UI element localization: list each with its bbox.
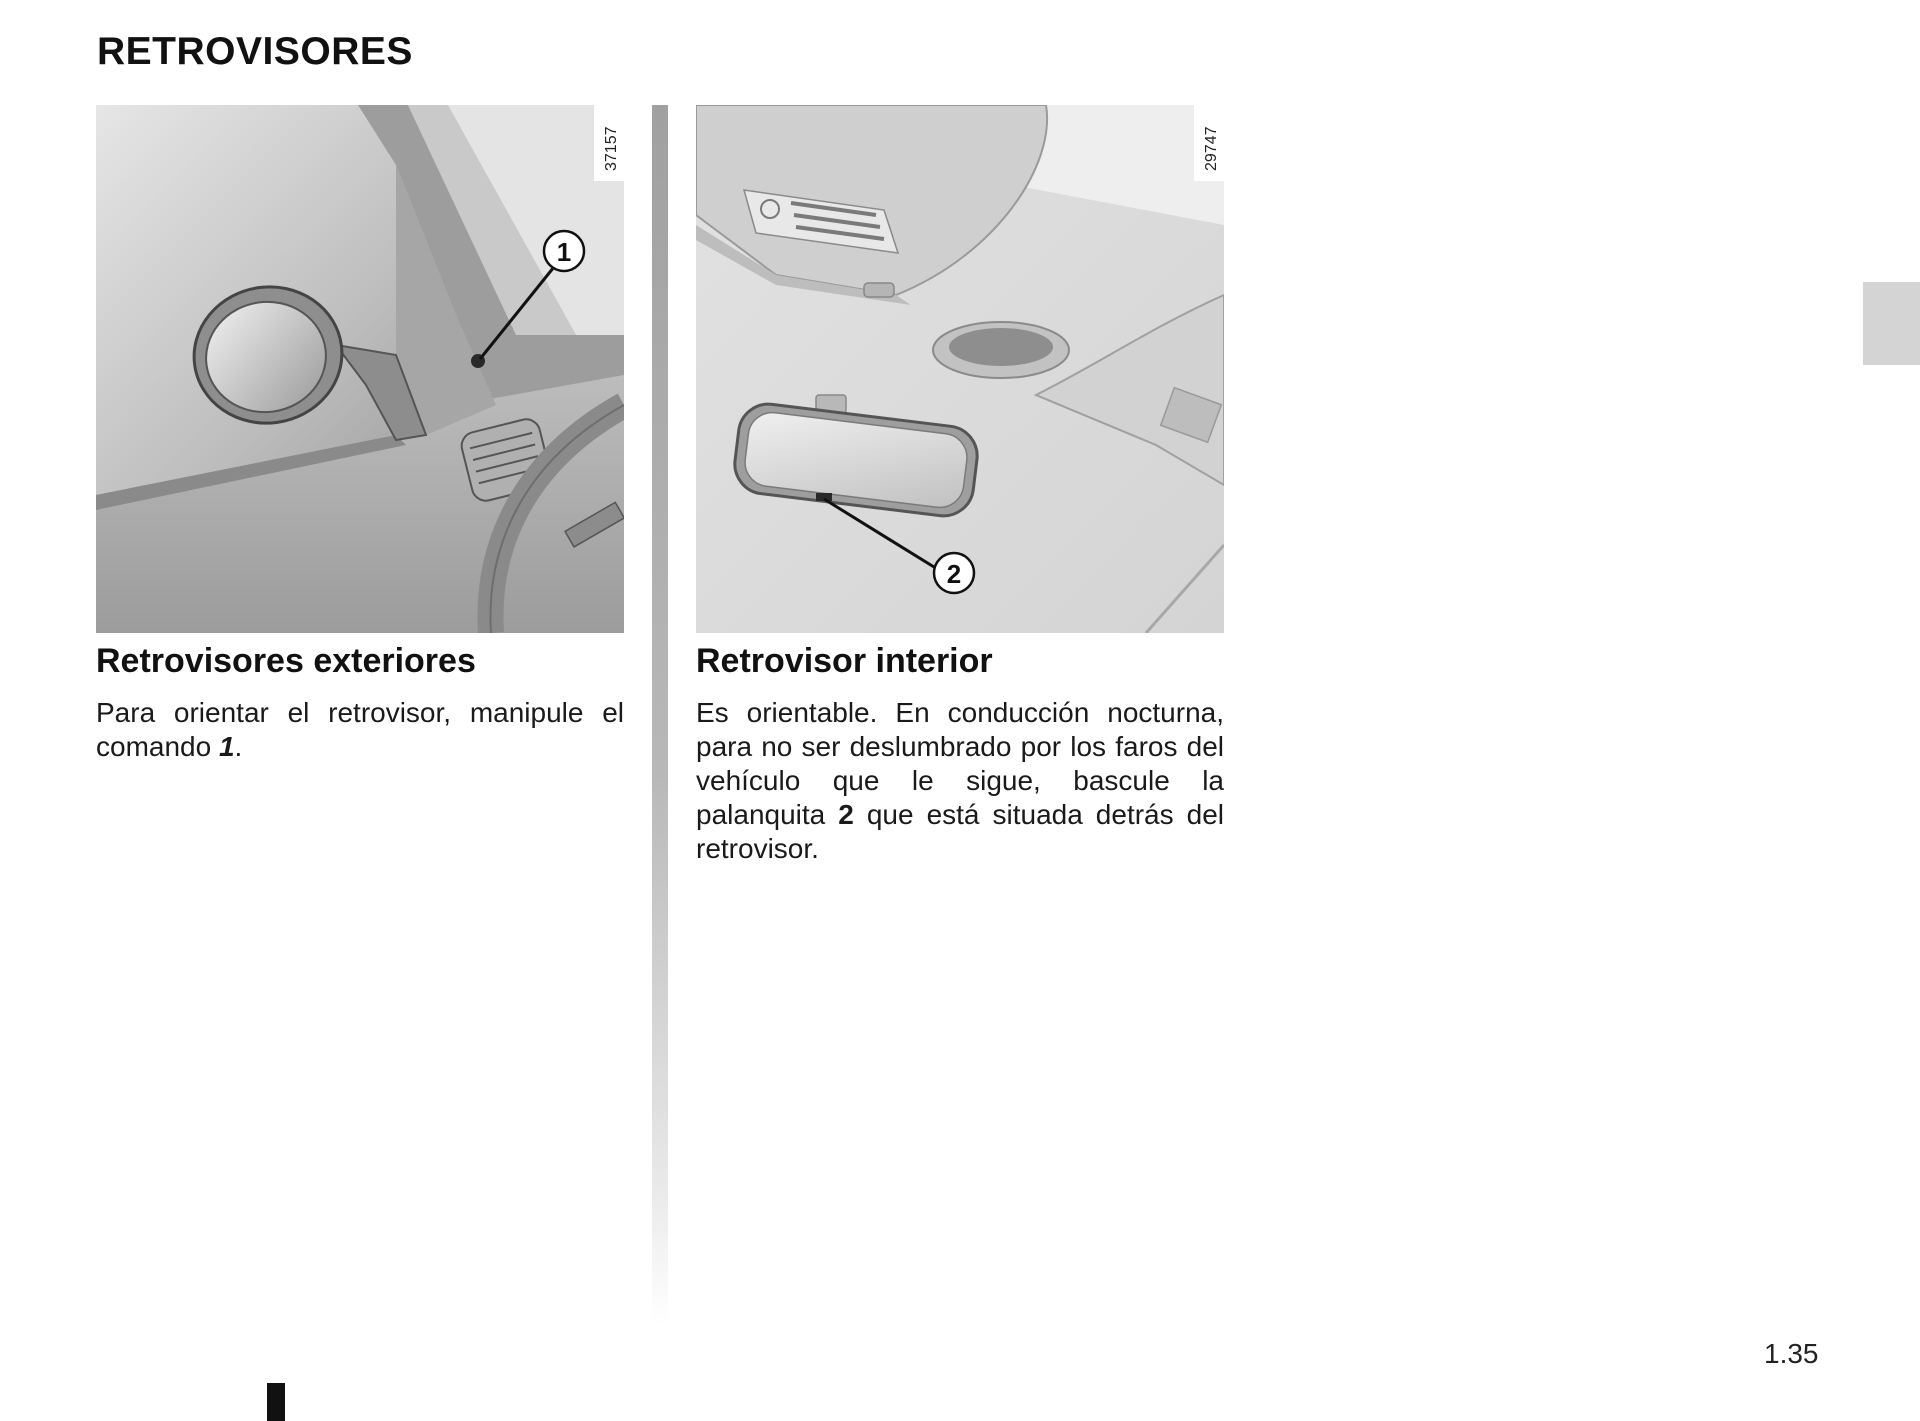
section-body-interior-mirror <box>696 696 1224 866</box>
figure-ref-number: 37157 <box>603 126 620 171</box>
section-heading-interior-mirror: Retrovisor interior <box>696 642 993 680</box>
body-text-end: que está situada detrás del retrovisor. <box>696 799 1224 864</box>
section-heading-exterior-mirrors: Retrovisores exteriores <box>96 642 476 680</box>
exterior-mirror-illustration <box>96 105 624 633</box>
control-ref-2: 2 <box>838 799 854 830</box>
body-text: Es orientable. En conducción nocturna, para no ser deslumbrado por los faros del vehículo que le sigue, bascule la palanquita <box>696 697 1224 830</box>
body-text-end: . <box>234 731 243 762</box>
column-divider <box>652 105 668 1325</box>
page-number: 1.35 <box>1764 1338 1819 1369</box>
callout-1: 1 <box>556 237 572 267</box>
chapter-tab <box>1863 282 1920 365</box>
section-body-exterior-mirrors <box>96 696 624 764</box>
bottom-marker <box>267 1383 285 1421</box>
body-text: Para orientar el retrovisor, manipule el comando <box>96 697 624 762</box>
callout-2: 2 <box>946 559 962 589</box>
control-ref-1: 1 <box>218 731 235 762</box>
figure-ref-number: 29747 <box>1203 126 1220 171</box>
page-title: RETROVISORES <box>97 30 413 73</box>
interior-mirror-illustration <box>696 105 1224 633</box>
